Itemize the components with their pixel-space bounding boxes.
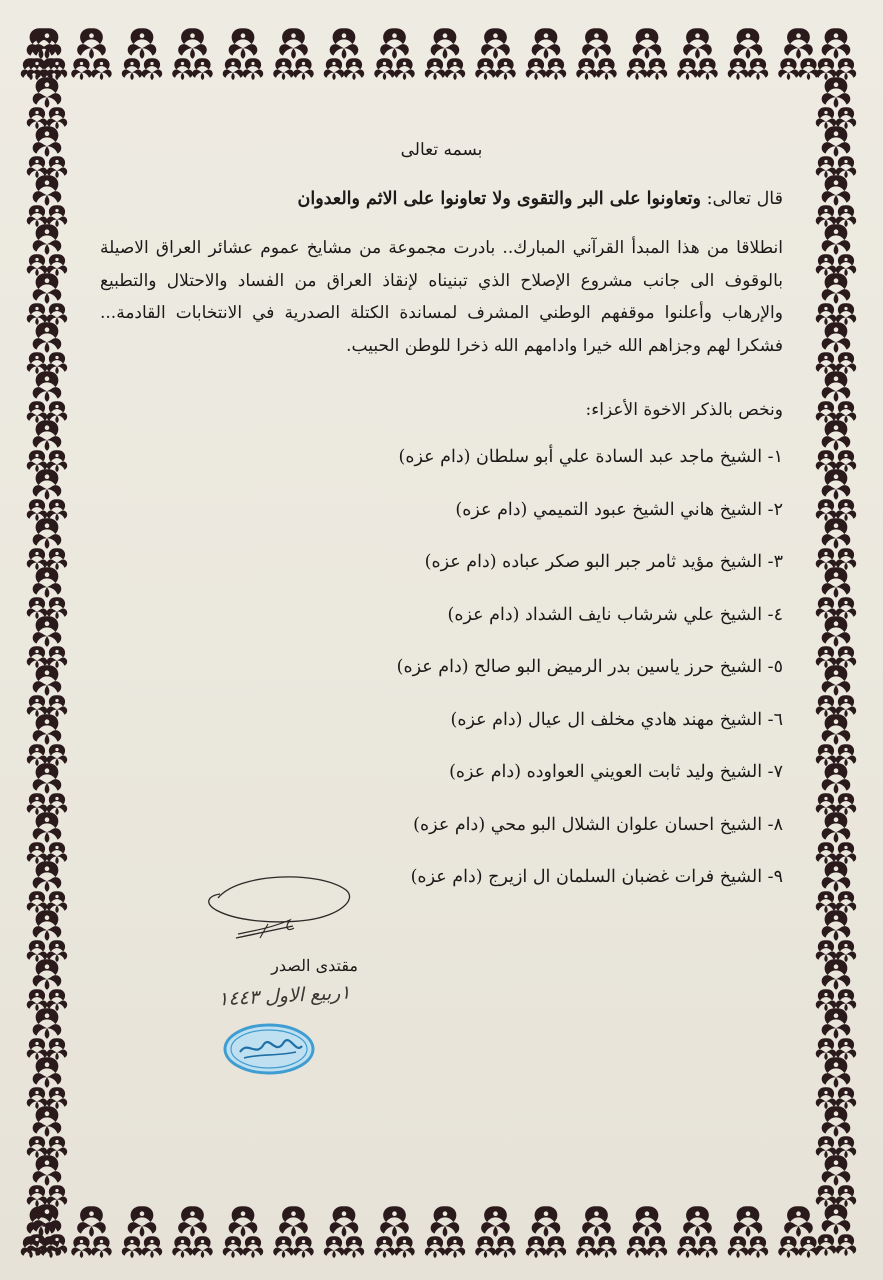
floral-ornament-icon [816,303,836,325]
floral-ornament-icon [33,77,62,108]
floral-ornament-icon [836,793,856,815]
round-seal-icon [222,1022,316,1076]
floral-ornament-icon [836,842,856,864]
floral-ornament-icon [27,1136,47,1158]
floral-ornament-icon [816,646,836,668]
floral-ornament-icon [27,695,47,717]
floral-ornament-icon [816,499,836,521]
floral-ornament-icon [47,842,67,864]
document-body [100,0,783,1280]
floral-ornament-icon [27,940,47,962]
floral-ornament-icon [47,254,67,276]
floral-ornament-icon [816,1136,836,1158]
quran-verse [100,185,783,213]
floral-ornament-icon [27,254,47,276]
floral-ornament-icon [816,1038,836,1060]
floral-ornament-icon [836,597,856,619]
floral-ornament-icon [836,940,856,962]
floral-ornament-icon [836,205,856,227]
floral-ornament-icon [822,224,851,255]
floral-ornament-icon [836,401,856,423]
floral-ornament-icon [816,548,836,570]
list-item: ٧- الشيخ وليد ثابت العويني العواوده (دام عزه) [449,762,783,782]
floral-ornament-icon [836,1038,856,1060]
floral-ornament-icon [33,1008,62,1039]
list-intro: ونخص بالذكر الاخوة الأعزاء: [585,400,783,420]
floral-ornament-icon [47,352,67,374]
floral-ornament-icon [47,646,67,668]
floral-ornament-icon [33,616,62,647]
floral-ornament-icon [33,518,62,549]
floral-ornament-icon [27,842,47,864]
floral-ornament-icon [822,126,851,157]
floral-ornament-icon [47,891,67,913]
floral-ornament-icon [27,1038,47,1060]
floral-ornament-icon [816,107,836,129]
floral-ornament-icon [816,842,836,864]
floral-ornament-icon [47,1136,67,1158]
floral-ornament-icon [816,450,836,472]
floral-ornament-icon [27,352,47,374]
floral-ornament-icon [822,371,851,402]
floral-ornament-icon [27,450,47,472]
floral-ornament-icon [822,175,851,206]
floral-ornament-icon [33,371,62,402]
verse-prefix: قال تعالى: [706,189,783,209]
floral-ornament-icon [33,273,62,304]
floral-ornament-icon [822,518,851,549]
floral-ornament-icon [27,205,47,227]
floral-ornament-icon [816,205,836,227]
floral-ornament-icon [816,940,836,962]
floral-ornament-icon [816,597,836,619]
floral-ornament-icon [33,1204,62,1235]
floral-ornament-icon [822,1008,851,1039]
floral-ornament-icon [822,1057,851,1088]
floral-ornament-icon [816,58,836,80]
floral-ornament-icon [816,989,836,1011]
floral-ornament-icon [33,1057,62,1088]
floral-ornament-icon [836,989,856,1011]
floral-ornament-icon [27,744,47,766]
list-item: ٤- الشيخ علي شرشاب نايف الشداد (دام عزه) [447,604,783,625]
floral-ornament-icon [33,910,62,941]
floral-ornament-icon [822,616,851,647]
floral-ornament-icon [47,1185,67,1207]
floral-ornament-icon [47,205,67,227]
floral-ornament-icon [822,1155,851,1186]
floral-ornament-icon [27,1087,47,1109]
floral-ornament-icon [47,107,67,129]
floral-ornament-icon [47,156,67,178]
floral-ornament-icon [816,744,836,766]
floral-ornament-icon [822,812,851,843]
names-list [100,447,783,920]
floral-ornament-icon [27,499,47,521]
floral-ornament-icon [836,58,856,80]
floral-ornament-icon [33,959,62,990]
floral-ornament-icon [836,352,856,374]
floral-ornament-icon [816,1087,836,1109]
floral-ornament-icon [27,107,47,129]
floral-ornament-icon [836,1185,856,1207]
floral-ornament-icon [836,107,856,129]
floral-ornament-icon [27,1234,47,1256]
floral-ornament-icon [47,1087,67,1109]
list-item: ٢- الشيخ هاني الشيخ عبود التميمي (دام عزه) [455,499,783,520]
floral-ornament-icon [47,793,67,815]
floral-ornament-icon [836,303,856,325]
floral-ornament-icon [27,989,47,1011]
floral-ornament-icon [47,58,67,80]
floral-ornament-icon [27,58,47,80]
floral-ornament-icon [822,77,851,108]
floral-ornament-icon [47,1038,67,1060]
floral-ornament-icon [816,401,836,423]
floral-ornament-icon [27,401,47,423]
list-item: ٨- الشيخ احسان علوان الشلال البو محي (دام عزه) [413,814,783,835]
floral-ornament-icon [47,744,67,766]
floral-ornament-icon [33,567,62,598]
floral-ornament-icon [836,744,856,766]
floral-ornament-icon [816,793,836,815]
floral-ornament-icon [33,714,62,745]
floral-ornament-icon [836,646,856,668]
list-item: ٦- الشيخ مهند هادي مخلف ال عيال (دام عزه) [450,709,783,730]
floral-ornament-icon [33,28,62,59]
floral-ornament-icon [822,714,851,745]
verse-text: وتعاونوا على البر والتقوى ولا تعاونوا على الاثم والعدوان [297,189,701,209]
floral-ornament-icon [47,940,67,962]
floral-ornament-icon [47,1234,67,1256]
floral-ornament-icon [836,450,856,472]
floral-ornament-icon [836,499,856,521]
floral-ornament-icon [47,499,67,521]
floral-ornament-icon [47,450,67,472]
floral-ornament-icon [822,1106,851,1137]
floral-ornament-icon [27,1185,47,1207]
floral-ornament-icon [33,665,62,696]
floral-ornament-icon [836,891,856,913]
floral-ornament-icon [33,1155,62,1186]
floral-ornament-icon [822,1204,851,1235]
floral-ornament-icon [822,273,851,304]
floral-ornament-icon [27,891,47,913]
floral-ornament-icon [816,352,836,374]
floral-ornament-icon [822,322,851,353]
floral-ornament-icon [33,812,62,843]
floral-ornament-icon [33,175,62,206]
floral-ornament-icon [822,469,851,500]
floral-ornament-icon [836,254,856,276]
floral-ornament-icon [822,665,851,696]
floral-ornament-icon [33,469,62,500]
floral-ornament-icon [836,1234,856,1256]
floral-ornament-icon [47,303,67,325]
floral-ornament-icon [836,695,856,717]
floral-ornament-icon [822,910,851,941]
floral-ornament-icon [816,1185,836,1207]
floral-ornament-icon [822,861,851,892]
floral-ornament-icon [822,420,851,451]
floral-ornament-icon [33,224,62,255]
floral-ornament-icon [27,303,47,325]
list-item: ٥- الشيخ حرز ياسين بدر الرميض البو صالح (دام عزه) [396,657,783,677]
floral-ornament-icon [822,763,851,794]
floral-ornament-icon [836,156,856,178]
main-paragraph: انطلاقا من هذا المبدأ القرآني المبارك.. بادرت مجموعة من مشايخ عموم عشائر العراق الاصيلة بالوقوف الى جانب مشروع الإصلاح الذي تبنيناه لإنقاذ العراق من الفساد والاحتلال والتطبيع والإرهاب وأعلنوا موقفهم الوطني المشرف لمساندة الكتلة الصدرية في الانتخابات القادمة... فشكرا لهم وجزاهم الله خيرا وادامهم الله ذخرا للوطن الحبيب. [100,238,783,356]
floral-ornament-icon [816,1234,836,1256]
ornamental-border-left [16,22,78,1262]
floral-ornament-icon [822,959,851,990]
signer-name: مقتدى الصدر [271,956,358,975]
floral-ornament-icon [816,891,836,913]
floral-ornament-icon [822,567,851,598]
floral-ornament-icon [33,420,62,451]
floral-ornament-icon [822,28,851,59]
floral-ornament-icon [47,695,67,717]
floral-ornament-icon [33,1106,62,1137]
floral-ornament-icon [836,548,856,570]
floral-ornament-icon [816,254,836,276]
floral-ornament-icon [47,597,67,619]
ornamental-border-right [805,22,867,1262]
floral-ornament-icon [33,861,62,892]
list-item: ٩- الشيخ فرات غضبان السلمان ال ازيرج (دام عزه) [410,867,783,887]
floral-ornament-icon [27,646,47,668]
handwritten-signature [198,868,358,948]
floral-ornament-icon [836,1136,856,1158]
list-item: ١- الشيخ ماجد عبد السادة علي أبو سلطان (دام عزه) [398,447,783,467]
floral-ornament-icon [33,763,62,794]
floral-ornament-icon [816,695,836,717]
handwritten-date: ١ربيع الاول ١٤٤٣ [217,981,352,1011]
floral-ornament-icon [27,793,47,815]
list-item: ٣- الشيخ مؤيد ثامر جبر البو صكر عباده (دام عزه) [424,552,783,572]
floral-ornament-icon [816,156,836,178]
floral-ornament-icon [27,548,47,570]
floral-ornament-icon [33,322,62,353]
floral-ornament-icon [836,1087,856,1109]
floral-ornament-icon [47,989,67,1011]
floral-ornament-icon [47,548,67,570]
floral-ornament-icon [27,597,47,619]
basmala-heading: بسمه تعالى [400,140,483,160]
floral-ornament-icon [27,156,47,178]
floral-ornament-icon [33,126,62,157]
floral-ornament-icon [47,401,67,423]
